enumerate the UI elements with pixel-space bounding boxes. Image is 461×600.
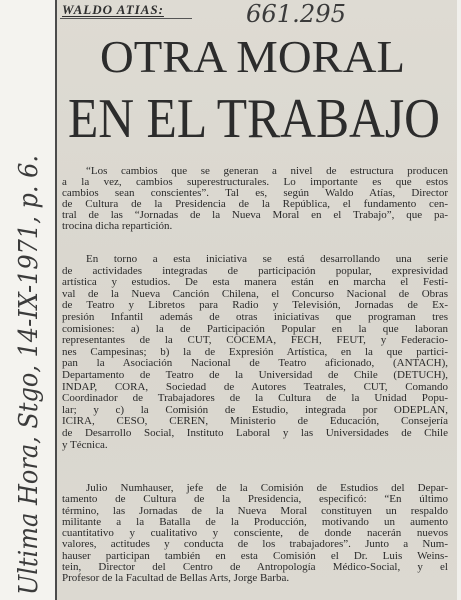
byline: WALDO ATIAS: [62,2,164,17]
text-line: nes Campesinas; b) la de Expresión Artística, en la que partici- [62,346,448,358]
text-line: INDAP, CORA, Sociedad de Autores Teatrales, CUT, Comando [62,381,448,393]
text-line: de actividades integradas de participación popular, expresividad [62,265,448,277]
text-line: de Teatro y Libretos para Radio y Televisión, Jornadas de Ex- [62,300,448,312]
text-line: pan la Asociación Nacional de Teatro aficionado, (ANTACH), [62,358,448,370]
text-line: cuantitativo y cualitativo y consciente, de donde nacerán nuevos [62,528,448,540]
headline-line-2: EN EL TRABAJO [68,88,440,150]
text-line: lar; y c) la Comisión de Estudio, integrada por ODEPLAN, [62,404,448,416]
text-line: término, las Jornadas de la Nueva Moral constituyen un respaldo [62,505,448,517]
text-line: cambios sean conscientes”. Tal es, según Waldo Atías, Director [62,188,448,199]
text-line: representantes de la CUT, COCEMA, FECH, FEUT, y Federacio- [62,335,448,347]
headline-line-1: OTRA MORAL [100,31,405,82]
text-line: presión Infantil además de otras iniciativas que programan tres [62,311,448,323]
text-line: ICIRA, CESO, CEREN, Ministerio de Educación, Consejería [62,416,448,428]
text-line: y Técnica. [62,439,108,451]
article-paragraph [62,166,448,232]
text-line: val de la Nueva Canción Chilena, el Concurso Nacional de Obras [62,288,448,300]
text-line: valores, actitudes y conducta de los trabajadores”. Junto a Num- [62,539,448,551]
text-line: Coordinador de Trabajadores de la Cultura de la Unidad Popu- [62,393,448,405]
text-line: “Los cambios que se generan a nivel de estructura producen [86,166,448,177]
text-line: Profesor de la Facultad de Bellas Arts, Jorge Barba. [62,573,290,585]
text-line: Julio Numhauser, jefe de la Comisión de Estudios del Depar- [86,483,448,494]
text-line: tein, Director del Centro de Antropología Médico-Social, y el [62,562,448,574]
text-line: artística y estudios. De esta manera están en marcha el Festi- [62,277,448,289]
handwritten-catalog-number: 661.295 [246,0,346,28]
text-line: militante a la Batalla de la Producción, motivando un aumento [62,516,448,528]
text-line: tamento de Cultura de la Presidencia, especificó: “En último [62,494,448,506]
text-line: trocina dicha repartición. [62,221,173,232]
text-line: En torno a esta iniciativa se está desarrollando una serie [86,254,448,265]
text-line: tral de las “Jornadas de la Nueva Moral en el Trabajo”, que pa- [62,210,448,221]
text-line: de Cultura de la Presidencia de la República, el fundamento cen- [62,199,448,210]
text-line: hauser participan también en esta Comisión el Dr. Luis Weins- [62,550,448,562]
handwritten-source-note: Ultima Hora, Stgo, 14-IX-1971, p. 6. [14,118,44,595]
text-line: comisiones: a) la de Participación Popular en la que laboran [62,323,448,335]
article-paragraph [62,483,448,585]
article-paragraph [62,254,448,451]
text-line: a la vez, cambios superestructurales. Lo importante es que estos [62,177,448,188]
text-line: Departamento de Teatro de la Universidad de Chile (DETUCH), [62,369,448,381]
text-line: de Desarrollo Social, Instituto Laboral y las Universidades de Chile [62,427,448,439]
